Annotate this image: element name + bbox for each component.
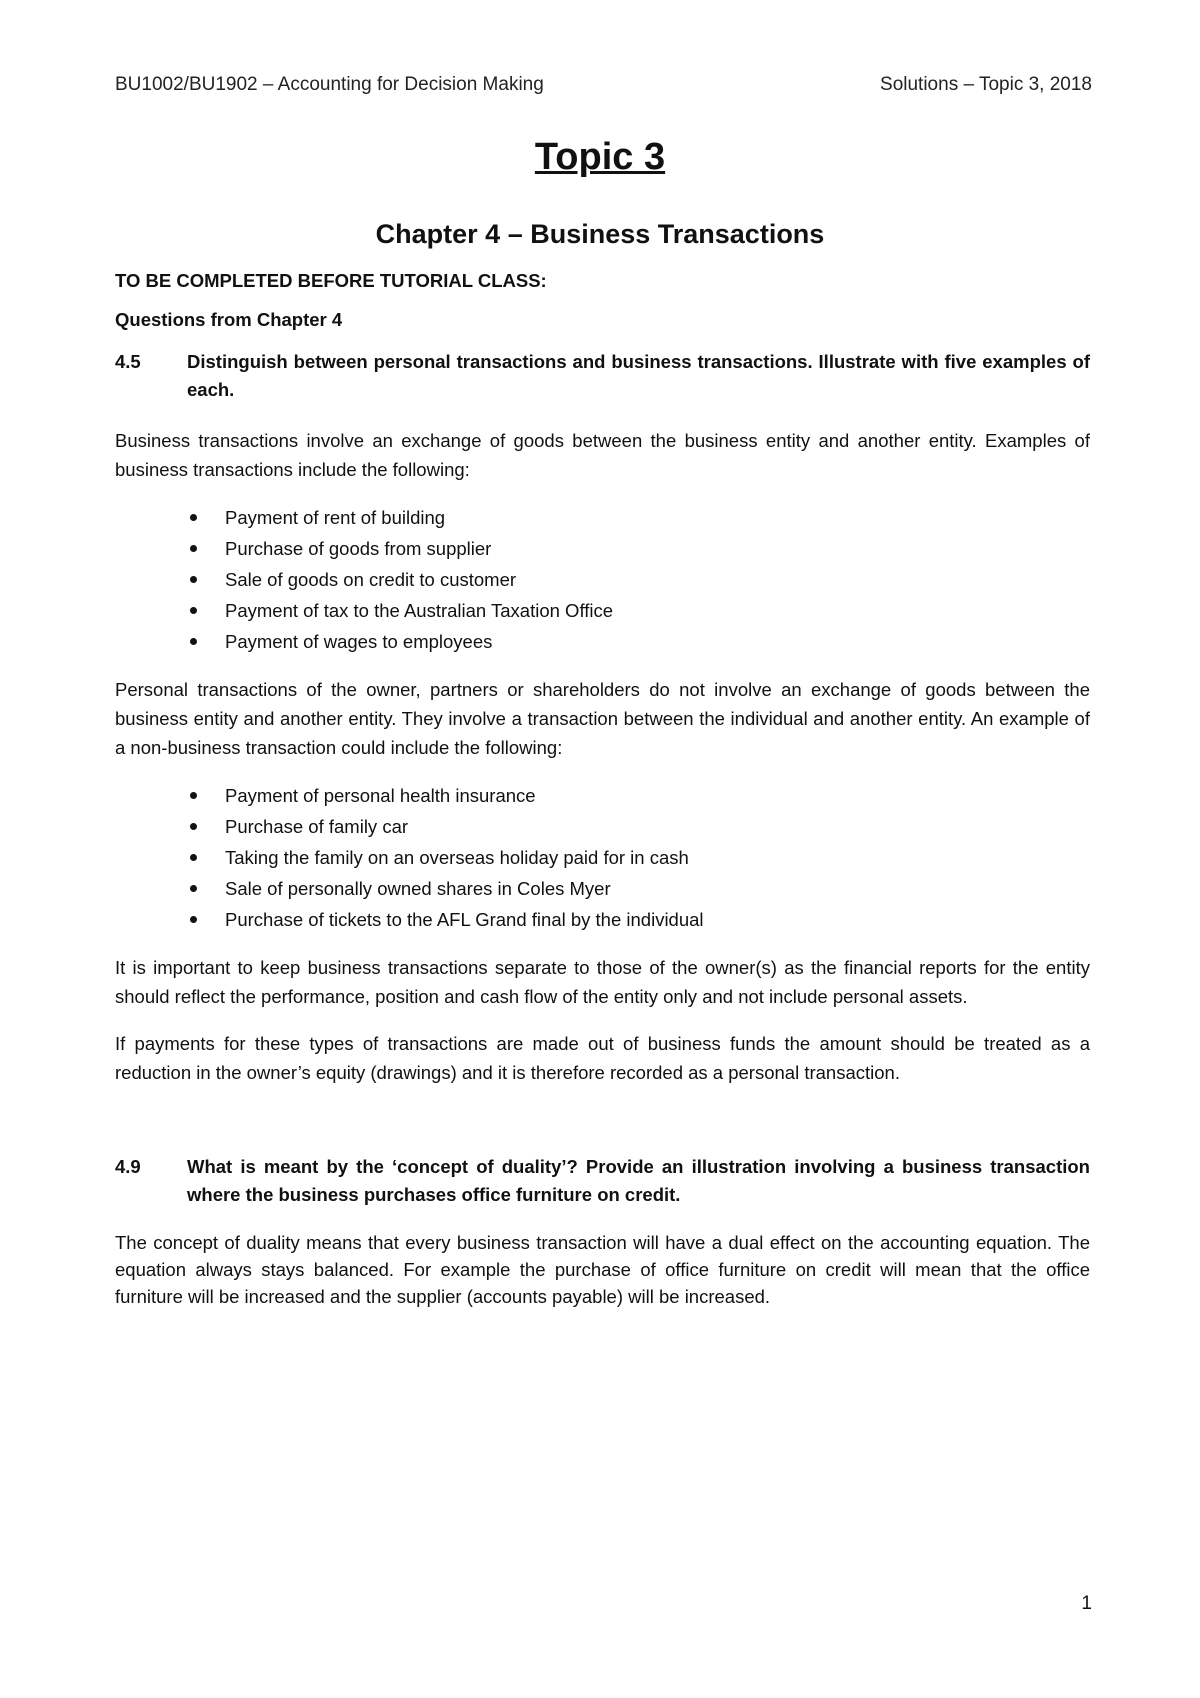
chapter-title: Chapter 4 – Business Transactions	[375, 219, 825, 249]
list-item-text: Purchase of family car	[225, 816, 409, 837]
list-item-text: Purchase of tickets to the AFL Grand final by the individual	[225, 909, 704, 930]
separation-paragraph: It is important to keep business transactions separate to those of the owner(s) as the financial reports for the entity should reflect the performance, position and cash flow of the entity only and not include personal assets.	[115, 957, 1090, 1007]
personal-examples-list	[115, 780, 1090, 935]
question-number: 4.5	[115, 351, 141, 372]
list-item	[115, 502, 1090, 533]
list-item-text: Payment of rent of building	[225, 507, 446, 528]
page-header	[115, 74, 1092, 100]
list-item	[115, 780, 1090, 811]
bullet-icon	[190, 823, 197, 830]
question-4-5	[115, 348, 1090, 404]
list-item	[115, 842, 1090, 873]
bullet-icon	[190, 792, 197, 799]
list-item-text: Taking the family on an overseas holiday paid for in cash	[225, 847, 689, 868]
list-item	[115, 811, 1090, 842]
list-item	[115, 904, 1090, 935]
business-transactions-paragraph: Business transactions involve an exchange of goods between the business entity and another entity. Examples of business transactions include the following:	[115, 430, 1090, 480]
list-item	[115, 595, 1090, 626]
drawings-paragraph: If payments for these types of transactions are made out of business funds the amount should be treated as a reduction in the owner’s equity (drawings) and it is therefore recorded as a personal transaction.	[115, 1033, 1090, 1083]
header-course-title: BU1002/BU1902 – Accounting for Decision Making	[115, 74, 544, 95]
bullet-icon	[190, 638, 197, 645]
bullet-icon	[190, 607, 197, 614]
list-item	[115, 564, 1090, 595]
instruction-heading: TO BE COMPLETED BEFORE TUTORIAL CLASS:	[115, 270, 547, 291]
list-item-text: Sale of goods on credit to customer	[225, 569, 517, 590]
list-item	[115, 533, 1090, 564]
header-solutions-label: Solutions – Topic 3, 2018	[880, 74, 1092, 95]
list-item-text: Purchase of goods from supplier	[225, 538, 492, 559]
list-item-text: Sale of personally owned shares in Coles Myer	[225, 878, 611, 899]
bullet-icon	[190, 885, 197, 892]
topic-title: Topic 3	[534, 136, 666, 178]
page-number: 1	[1081, 1593, 1092, 1614]
question-4-9	[115, 1153, 1090, 1209]
bullet-icon	[190, 916, 197, 923]
business-examples-list	[115, 502, 1090, 657]
personal-transactions-paragraph: Personal transactions of the owner, partners or shareholders do not involve an exchange of goods between the business entity and another entity. They involve a transaction between the individual and another entity. An example of a non-business transaction could include the following:	[115, 679, 1090, 758]
question-text: Distinguish between personal transactions and business transactions. Illustrate with five examples of each.	[187, 351, 1090, 400]
document-body	[115, 270, 1090, 1310]
bullet-icon	[190, 576, 197, 583]
list-item	[115, 626, 1090, 657]
question-number: 4.9	[115, 1156, 141, 1177]
bullet-icon	[190, 545, 197, 552]
list-item	[115, 873, 1090, 904]
duality-answer-paragraph: The concept of duality means that every business transaction will have a dual effect on the accounting equation. The equation always stays balanced. For example the purchase of office furniture on credit will mean that the office furniture will be increased and the supplier (accounts payable) will be increased.	[115, 1232, 1090, 1307]
bullet-icon	[190, 514, 197, 521]
question-text: What is meant by the ‘concept of duality’? Provide an illustration involving a business transaction where the business purchases office furniture on credit.	[187, 1156, 1090, 1205]
list-item-text: Payment of tax to the Australian Taxation Office	[225, 600, 614, 621]
list-item-text: Payment of wages to employees	[225, 631, 493, 652]
questions-subheading: Questions from Chapter 4	[115, 309, 343, 330]
bullet-icon	[190, 854, 197, 861]
list-item-text: Payment of personal health insurance	[225, 785, 536, 806]
